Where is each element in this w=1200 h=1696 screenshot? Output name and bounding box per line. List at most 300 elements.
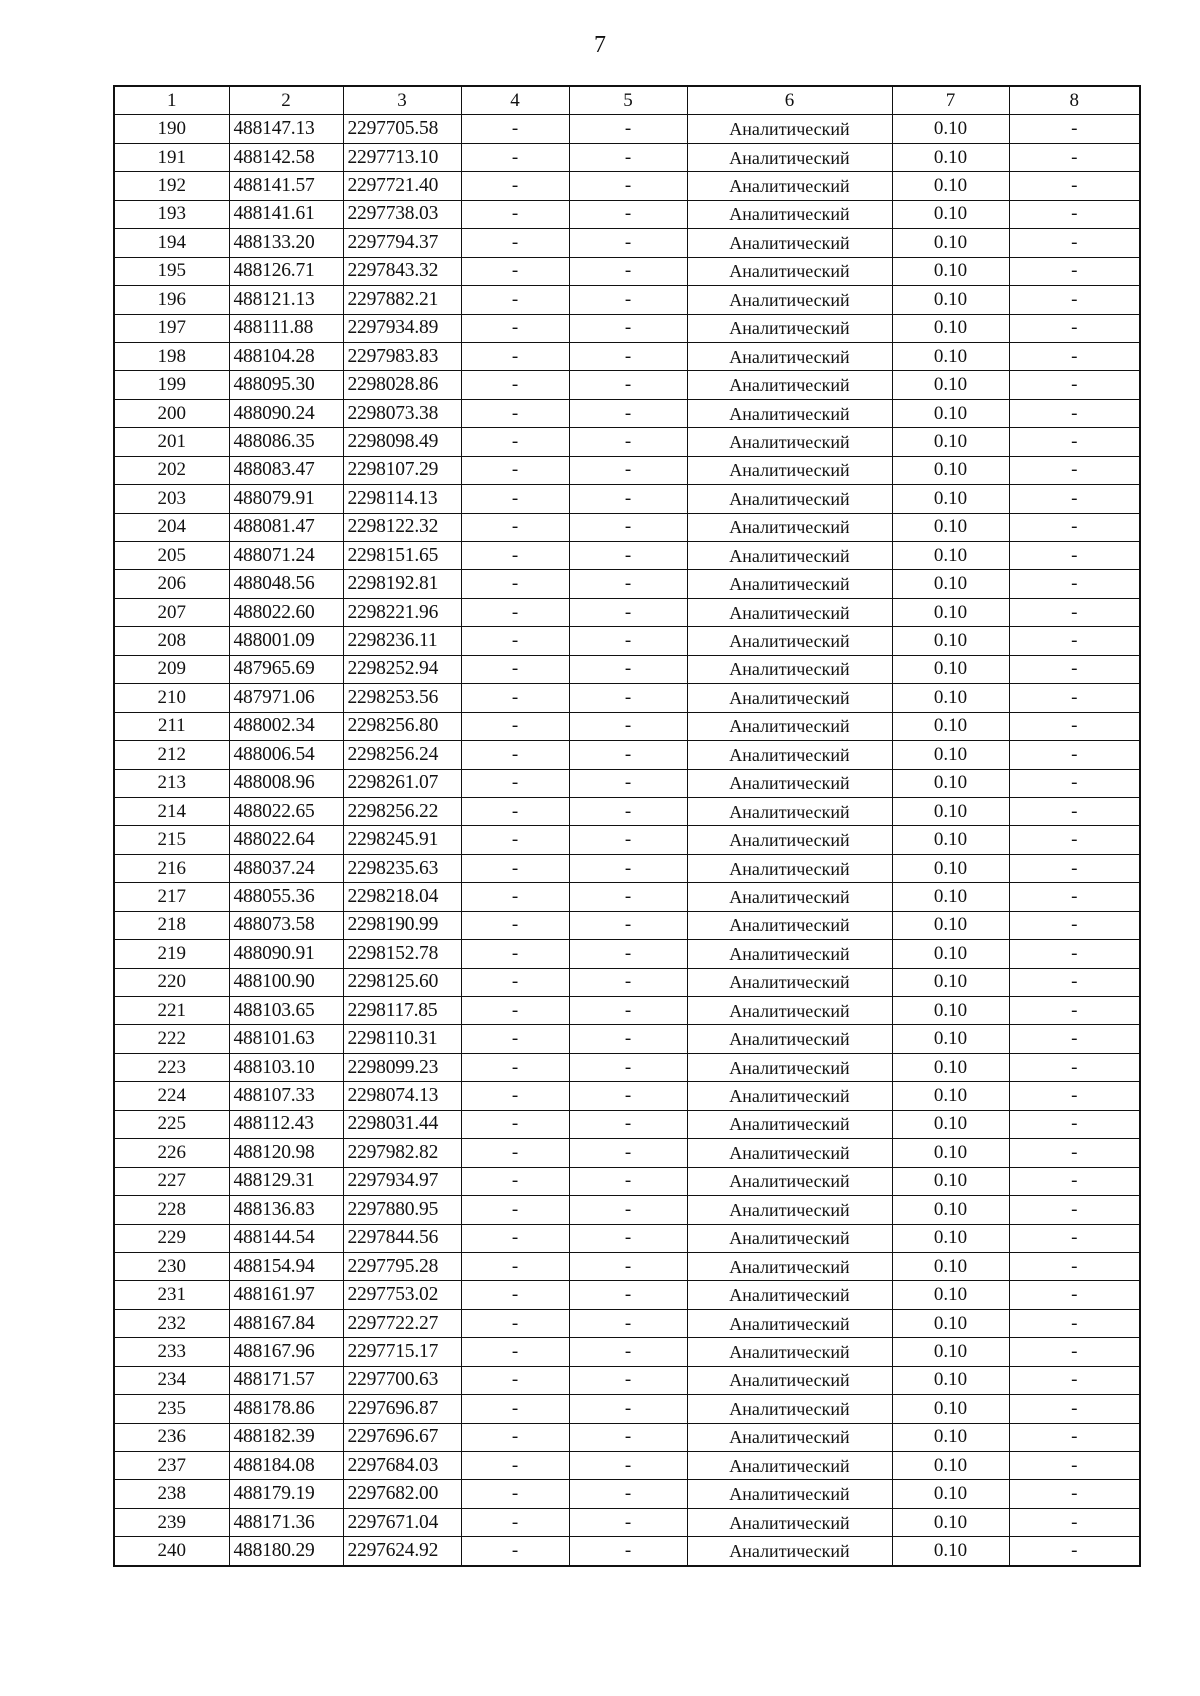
method-cell: Аналитический	[687, 712, 892, 740]
table-row	[114, 200, 1140, 228]
accuracy-cell: 0.10	[892, 911, 1009, 939]
y-coordinate-cell: 2298151.65	[343, 542, 461, 570]
point-number-cell: 193	[114, 200, 229, 228]
col8-cell: -	[1009, 1053, 1140, 1081]
table-row	[114, 428, 1140, 456]
method-cell: Аналитический	[687, 826, 892, 854]
y-coordinate-cell: 2297721.40	[343, 172, 461, 200]
point-number-cell: 209	[114, 655, 229, 683]
x-coordinate-cell: 488086.35	[229, 428, 343, 456]
table-row	[114, 456, 1140, 484]
x-coordinate-cell: 488167.84	[229, 1309, 343, 1337]
table-row	[114, 229, 1140, 257]
accuracy-cell: 0.10	[892, 1366, 1009, 1394]
col4-cell: -	[461, 1167, 569, 1195]
y-coordinate-cell: 2297934.97	[343, 1167, 461, 1195]
point-number-cell: 199	[114, 371, 229, 399]
point-number-cell: 221	[114, 997, 229, 1025]
y-coordinate-cell: 2298099.23	[343, 1053, 461, 1081]
col8-cell: -	[1009, 968, 1140, 996]
method-cell: Аналитический	[687, 1196, 892, 1224]
col8-cell: -	[1009, 314, 1140, 342]
accuracy-cell: 0.10	[892, 940, 1009, 968]
col8-cell: -	[1009, 826, 1140, 854]
point-number-cell: 225	[114, 1110, 229, 1138]
point-number-cell: 195	[114, 257, 229, 285]
col4-cell: -	[461, 542, 569, 570]
col8-cell: -	[1009, 1252, 1140, 1280]
y-coordinate-cell: 2297696.67	[343, 1423, 461, 1451]
column-header: 4	[461, 86, 569, 115]
col4-cell: -	[461, 883, 569, 911]
accuracy-cell: 0.10	[892, 968, 1009, 996]
col8-cell: -	[1009, 115, 1140, 143]
column-header: 8	[1009, 86, 1140, 115]
col8-cell: -	[1009, 997, 1140, 1025]
x-coordinate-cell: 488141.61	[229, 200, 343, 228]
x-coordinate-cell: 488171.36	[229, 1508, 343, 1536]
method-cell: Аналитический	[687, 1508, 892, 1536]
y-coordinate-cell: 2297844.56	[343, 1224, 461, 1252]
x-coordinate-cell: 488101.63	[229, 1025, 343, 1053]
accuracy-cell: 0.10	[892, 542, 1009, 570]
x-coordinate-cell: 488111.88	[229, 314, 343, 342]
y-coordinate-cell: 2297705.58	[343, 115, 461, 143]
col5-cell: -	[569, 286, 687, 314]
method-cell: Аналитический	[687, 1452, 892, 1480]
col8-cell: -	[1009, 911, 1140, 939]
accuracy-cell: 0.10	[892, 172, 1009, 200]
point-number-cell: 200	[114, 399, 229, 427]
method-cell: Аналитический	[687, 200, 892, 228]
method-cell: Аналитический	[687, 1082, 892, 1110]
point-number-cell: 192	[114, 172, 229, 200]
point-number-cell: 232	[114, 1309, 229, 1337]
col4-cell: -	[461, 854, 569, 882]
x-coordinate-cell: 488104.28	[229, 342, 343, 370]
table-row	[114, 911, 1140, 939]
col4-cell: -	[461, 1082, 569, 1110]
col8-cell: -	[1009, 1139, 1140, 1167]
table-row	[114, 627, 1140, 655]
x-coordinate-cell: 488133.20	[229, 229, 343, 257]
col5-cell: -	[569, 1252, 687, 1280]
col5-cell: -	[569, 826, 687, 854]
method-cell: Аналитический	[687, 1395, 892, 1423]
table-row	[114, 826, 1140, 854]
y-coordinate-cell: 2297715.17	[343, 1338, 461, 1366]
col8-cell: -	[1009, 342, 1140, 370]
table-row	[114, 1480, 1140, 1508]
col5-cell: -	[569, 1338, 687, 1366]
x-coordinate-cell: 488022.64	[229, 826, 343, 854]
point-number-cell: 233	[114, 1338, 229, 1366]
col4-cell: -	[461, 485, 569, 513]
accuracy-cell: 0.10	[892, 143, 1009, 171]
accuracy-cell: 0.10	[892, 1480, 1009, 1508]
accuracy-cell: 0.10	[892, 797, 1009, 825]
accuracy-cell: 0.10	[892, 314, 1009, 342]
column-header: 2	[229, 86, 343, 115]
point-number-cell: 198	[114, 342, 229, 370]
method-cell: Аналитический	[687, 1252, 892, 1280]
table-body	[114, 86, 1140, 1566]
col4-cell: -	[461, 911, 569, 939]
accuracy-cell: 0.10	[892, 1423, 1009, 1451]
x-coordinate-cell: 488161.97	[229, 1281, 343, 1309]
table-row	[114, 1537, 1140, 1566]
y-coordinate-cell: 2298122.32	[343, 513, 461, 541]
point-number-cell: 214	[114, 797, 229, 825]
point-number-cell: 215	[114, 826, 229, 854]
method-cell: Аналитический	[687, 940, 892, 968]
table-header-row	[114, 86, 1140, 115]
x-coordinate-cell: 488129.31	[229, 1167, 343, 1195]
table-row	[114, 342, 1140, 370]
point-number-cell: 191	[114, 143, 229, 171]
method-cell: Аналитический	[687, 570, 892, 598]
col4-cell: -	[461, 1053, 569, 1081]
y-coordinate-cell: 2297624.92	[343, 1537, 461, 1566]
x-coordinate-cell: 488100.90	[229, 968, 343, 996]
col5-cell: -	[569, 200, 687, 228]
accuracy-cell: 0.10	[892, 1224, 1009, 1252]
col8-cell: -	[1009, 598, 1140, 626]
col5-cell: -	[569, 940, 687, 968]
y-coordinate-cell: 2297696.87	[343, 1395, 461, 1423]
point-number-cell: 228	[114, 1196, 229, 1224]
table-row	[114, 797, 1140, 825]
col4-cell: -	[461, 1480, 569, 1508]
col5-cell: -	[569, 598, 687, 626]
col5-cell: -	[569, 911, 687, 939]
x-coordinate-cell: 488154.94	[229, 1252, 343, 1280]
accuracy-cell: 0.10	[892, 200, 1009, 228]
table-row	[114, 1053, 1140, 1081]
coordinates-table	[113, 85, 1141, 1567]
x-coordinate-cell: 488002.34	[229, 712, 343, 740]
y-coordinate-cell: 2297722.27	[343, 1309, 461, 1337]
col5-cell: -	[569, 968, 687, 996]
accuracy-cell: 0.10	[892, 627, 1009, 655]
col4-cell: -	[461, 1196, 569, 1224]
col8-cell: -	[1009, 286, 1140, 314]
col5-cell: -	[569, 741, 687, 769]
col8-cell: -	[1009, 229, 1140, 257]
col5-cell: -	[569, 172, 687, 200]
point-number-cell: 218	[114, 911, 229, 939]
col8-cell: -	[1009, 655, 1140, 683]
accuracy-cell: 0.10	[892, 769, 1009, 797]
col4-cell: -	[461, 940, 569, 968]
table-row	[114, 143, 1140, 171]
y-coordinate-cell: 2298245.91	[343, 826, 461, 854]
table-row	[114, 542, 1140, 570]
accuracy-cell: 0.10	[892, 598, 1009, 626]
accuracy-cell: 0.10	[892, 1053, 1009, 1081]
table-row	[114, 655, 1140, 683]
col5-cell: -	[569, 769, 687, 797]
accuracy-cell: 0.10	[892, 1025, 1009, 1053]
method-cell: Аналитический	[687, 1025, 892, 1053]
method-cell: Аналитический	[687, 1366, 892, 1394]
col8-cell: -	[1009, 741, 1140, 769]
col5-cell: -	[569, 513, 687, 541]
col8-cell: -	[1009, 1395, 1140, 1423]
col8-cell: -	[1009, 940, 1140, 968]
col4-cell: -	[461, 1025, 569, 1053]
y-coordinate-cell: 2298152.78	[343, 940, 461, 968]
table-row	[114, 314, 1140, 342]
x-coordinate-cell: 488071.24	[229, 542, 343, 570]
point-number-cell: 230	[114, 1252, 229, 1280]
accuracy-cell: 0.10	[892, 741, 1009, 769]
col8-cell: -	[1009, 570, 1140, 598]
col8-cell: -	[1009, 1480, 1140, 1508]
table-row	[114, 968, 1140, 996]
accuracy-cell: 0.10	[892, 1252, 1009, 1280]
table-row	[114, 513, 1140, 541]
y-coordinate-cell: 2297934.89	[343, 314, 461, 342]
method-cell: Аналитический	[687, 741, 892, 769]
point-number-cell: 234	[114, 1366, 229, 1394]
col8-cell: -	[1009, 456, 1140, 484]
col4-cell: -	[461, 1110, 569, 1138]
method-cell: Аналитический	[687, 542, 892, 570]
col5-cell: -	[569, 1082, 687, 1110]
y-coordinate-cell: 2297794.37	[343, 229, 461, 257]
col5-cell: -	[569, 1110, 687, 1138]
col5-cell: -	[569, 1281, 687, 1309]
point-number-cell: 213	[114, 769, 229, 797]
point-number-cell: 222	[114, 1025, 229, 1053]
accuracy-cell: 0.10	[892, 428, 1009, 456]
x-coordinate-cell: 488171.57	[229, 1366, 343, 1394]
col8-cell: -	[1009, 712, 1140, 740]
method-cell: Аналитический	[687, 1053, 892, 1081]
point-number-cell: 197	[114, 314, 229, 342]
y-coordinate-cell: 2297700.63	[343, 1366, 461, 1394]
point-number-cell: 223	[114, 1053, 229, 1081]
method-cell: Аналитический	[687, 655, 892, 683]
col8-cell: -	[1009, 371, 1140, 399]
x-coordinate-cell: 488142.58	[229, 143, 343, 171]
y-coordinate-cell: 2298117.85	[343, 997, 461, 1025]
col4-cell: -	[461, 1452, 569, 1480]
table-row	[114, 371, 1140, 399]
col4-cell: -	[461, 1281, 569, 1309]
y-coordinate-cell: 2298073.38	[343, 399, 461, 427]
table-row	[114, 1167, 1140, 1195]
point-number-cell: 238	[114, 1480, 229, 1508]
table-row	[114, 684, 1140, 712]
col4-cell: -	[461, 1309, 569, 1337]
col5-cell: -	[569, 1025, 687, 1053]
col8-cell: -	[1009, 1082, 1140, 1110]
point-number-cell: 204	[114, 513, 229, 541]
col5-cell: -	[569, 456, 687, 484]
col4-cell: -	[461, 115, 569, 143]
col4-cell: -	[461, 257, 569, 285]
accuracy-cell: 0.10	[892, 1338, 1009, 1366]
col8-cell: -	[1009, 485, 1140, 513]
point-number-cell: 237	[114, 1452, 229, 1480]
col5-cell: -	[569, 1139, 687, 1167]
col4-cell: -	[461, 627, 569, 655]
accuracy-cell: 0.10	[892, 883, 1009, 911]
point-number-cell: 194	[114, 229, 229, 257]
point-number-cell: 219	[114, 940, 229, 968]
method-cell: Аналитический	[687, 1480, 892, 1508]
col4-cell: -	[461, 428, 569, 456]
y-coordinate-cell: 2298256.22	[343, 797, 461, 825]
point-number-cell: 229	[114, 1224, 229, 1252]
col4-cell: -	[461, 314, 569, 342]
y-coordinate-cell: 2298236.11	[343, 627, 461, 655]
col8-cell: -	[1009, 1537, 1140, 1566]
x-coordinate-cell: 488008.96	[229, 769, 343, 797]
col5-cell: -	[569, 1366, 687, 1394]
y-coordinate-cell: 2297843.32	[343, 257, 461, 285]
accuracy-cell: 0.10	[892, 570, 1009, 598]
table-row	[114, 1309, 1140, 1337]
method-cell: Аналитический	[687, 143, 892, 171]
point-number-cell: 224	[114, 1082, 229, 1110]
x-coordinate-cell: 488126.71	[229, 257, 343, 285]
method-cell: Аналитический	[687, 1423, 892, 1451]
y-coordinate-cell: 2297682.00	[343, 1480, 461, 1508]
table-row	[114, 997, 1140, 1025]
method-cell: Аналитический	[687, 428, 892, 456]
accuracy-cell: 0.10	[892, 712, 1009, 740]
column-header: 1	[114, 86, 229, 115]
point-number-cell: 240	[114, 1537, 229, 1566]
x-coordinate-cell: 488001.09	[229, 627, 343, 655]
col4-cell: -	[461, 1224, 569, 1252]
method-cell: Аналитический	[687, 172, 892, 200]
x-coordinate-cell: 488144.54	[229, 1224, 343, 1252]
accuracy-cell: 0.10	[892, 854, 1009, 882]
accuracy-cell: 0.10	[892, 229, 1009, 257]
x-coordinate-cell: 488103.10	[229, 1053, 343, 1081]
col5-cell: -	[569, 1167, 687, 1195]
col4-cell: -	[461, 513, 569, 541]
accuracy-cell: 0.10	[892, 826, 1009, 854]
col5-cell: -	[569, 485, 687, 513]
x-coordinate-cell: 488112.43	[229, 1110, 343, 1138]
method-cell: Аналитический	[687, 1139, 892, 1167]
table-row	[114, 854, 1140, 882]
table-row	[114, 1082, 1140, 1110]
page-number: 7	[594, 32, 606, 58]
col4-cell: -	[461, 200, 569, 228]
col5-cell: -	[569, 712, 687, 740]
point-number-cell: 208	[114, 627, 229, 655]
x-coordinate-cell: 488095.30	[229, 371, 343, 399]
y-coordinate-cell: 2298107.29	[343, 456, 461, 484]
col4-cell: -	[461, 570, 569, 598]
col4-cell: -	[461, 143, 569, 171]
method-cell: Аналитический	[687, 911, 892, 939]
method-cell: Аналитический	[687, 1537, 892, 1566]
accuracy-cell: 0.10	[892, 286, 1009, 314]
col8-cell: -	[1009, 1309, 1140, 1337]
col4-cell: -	[461, 1139, 569, 1167]
x-coordinate-cell: 488090.24	[229, 399, 343, 427]
column-header: 3	[343, 86, 461, 115]
y-coordinate-cell: 2297671.04	[343, 1508, 461, 1536]
col5-cell: -	[569, 342, 687, 370]
y-coordinate-cell: 2298028.86	[343, 371, 461, 399]
x-coordinate-cell: 488006.54	[229, 741, 343, 769]
table-row	[114, 570, 1140, 598]
col4-cell: -	[461, 399, 569, 427]
method-cell: Аналитический	[687, 1338, 892, 1366]
col5-cell: -	[569, 627, 687, 655]
method-cell: Аналитический	[687, 627, 892, 655]
col8-cell: -	[1009, 513, 1140, 541]
accuracy-cell: 0.10	[892, 997, 1009, 1025]
method-cell: Аналитический	[687, 769, 892, 797]
method-cell: Аналитический	[687, 968, 892, 996]
col5-cell: -	[569, 143, 687, 171]
x-coordinate-cell: 488136.83	[229, 1196, 343, 1224]
col8-cell: -	[1009, 883, 1140, 911]
col5-cell: -	[569, 1224, 687, 1252]
method-cell: Аналитический	[687, 286, 892, 314]
table-row	[114, 1110, 1140, 1138]
col8-cell: -	[1009, 1025, 1140, 1053]
col5-cell: -	[569, 684, 687, 712]
table-row	[114, 1338, 1140, 1366]
y-coordinate-cell: 2298256.80	[343, 712, 461, 740]
column-header: 5	[569, 86, 687, 115]
column-header: 7	[892, 86, 1009, 115]
col5-cell: -	[569, 1508, 687, 1536]
y-coordinate-cell: 2297753.02	[343, 1281, 461, 1309]
col5-cell: -	[569, 115, 687, 143]
y-coordinate-cell: 2298221.96	[343, 598, 461, 626]
col4-cell: -	[461, 1508, 569, 1536]
y-coordinate-cell: 2298256.24	[343, 741, 461, 769]
x-coordinate-cell: 488167.96	[229, 1338, 343, 1366]
y-coordinate-cell: 2297684.03	[343, 1452, 461, 1480]
col4-cell: -	[461, 229, 569, 257]
method-cell: Аналитический	[687, 1309, 892, 1337]
x-coordinate-cell: 488179.19	[229, 1480, 343, 1508]
col5-cell: -	[569, 314, 687, 342]
col8-cell: -	[1009, 1423, 1140, 1451]
x-coordinate-cell: 488178.86	[229, 1395, 343, 1423]
table-row	[114, 1224, 1140, 1252]
method-cell: Аналитический	[687, 115, 892, 143]
col8-cell: -	[1009, 542, 1140, 570]
col4-cell: -	[461, 1537, 569, 1566]
x-coordinate-cell: 488184.08	[229, 1452, 343, 1480]
point-number-cell: 239	[114, 1508, 229, 1536]
accuracy-cell: 0.10	[892, 513, 1009, 541]
method-cell: Аналитический	[687, 342, 892, 370]
table-row	[114, 1196, 1140, 1224]
accuracy-cell: 0.10	[892, 257, 1009, 285]
accuracy-cell: 0.10	[892, 1082, 1009, 1110]
x-coordinate-cell: 488182.39	[229, 1423, 343, 1451]
col8-cell: -	[1009, 1196, 1140, 1224]
accuracy-cell: 0.10	[892, 371, 1009, 399]
point-number-cell: 203	[114, 485, 229, 513]
method-cell: Аналитический	[687, 854, 892, 882]
table-row	[114, 1452, 1140, 1480]
